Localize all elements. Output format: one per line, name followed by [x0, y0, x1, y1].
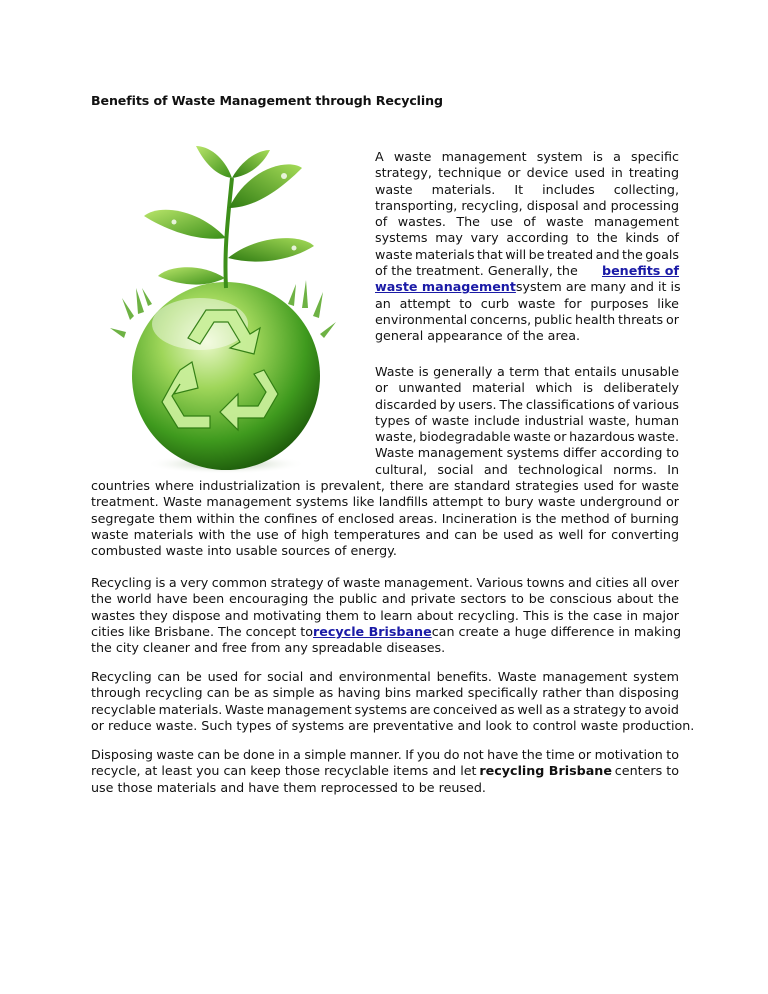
text-line: general appearance of the area.	[375, 328, 581, 344]
text-line: wastes they dispose and motivating them to learn about recycling. This is the case in major	[91, 607, 679, 623]
paragraph-5	[91, 747, 679, 796]
text-line: types of waste include industrial waste, human	[375, 412, 679, 428]
paragraph-1	[375, 149, 679, 345]
text-line: environmental concerns, public health threats or	[375, 311, 679, 327]
text-line: the world have been encouraging the public and private sectors to be conscious about the	[91, 591, 679, 607]
text-line: Waste is generally a term that entails unusable	[375, 364, 679, 379]
text-line: waste, biodegradable waste or hazardous waste.	[375, 429, 680, 445]
text-line: or reduce waste. Such types of systems are preventative and look to control waste production.	[91, 717, 695, 733]
recycle-brisbane-link[interactable]: recycle Brisbane	[313, 623, 432, 639]
text-line: the city cleaner and free from any spreadable diseases.	[91, 640, 446, 656]
text-segment: can create a huge difference in making	[431, 623, 682, 639]
text-line: systems may vary according to the kinds of	[375, 230, 679, 246]
benefits-link-part1[interactable]: benefits of	[602, 263, 679, 279]
text-line: countries where industrialization is prevalent, there are standard strategies used for waste	[91, 478, 679, 493]
text-segment: cities like Brisbane. The concept to	[91, 623, 314, 639]
text-line-with-link	[375, 263, 679, 279]
document-title: Benefits of Waste Management through Recycling	[91, 93, 443, 108]
text-line: A waste management system is a specific	[375, 149, 679, 164]
text-line: or unwanted material which is deliberately	[375, 380, 679, 396]
paragraph-2-column	[375, 364, 679, 478]
paragraph-2-full	[91, 478, 679, 559]
text-line: recyclable materials. Waste management systems are conceived as well as a strategy to avoid	[91, 701, 679, 717]
text-segment: of the treatment. Generally, the	[375, 263, 578, 279]
text-line-with-bold	[91, 763, 679, 779]
recycling-brisbane-bold: recycling Brisbane	[479, 763, 612, 779]
text-line: transporting, recycling, disposal and processing	[375, 197, 679, 213]
text-line: Recycling is a very common strategy of waste management. Various towns and cities all over	[91, 575, 679, 590]
benefits-link-part2[interactable]: waste management	[375, 279, 516, 295]
text-line: waste materials with the use of high temperatures and can be used as well for converting	[91, 526, 679, 542]
text-line: an attempt to curb waste for purposes like	[375, 295, 679, 311]
text-line: Disposing waste can be done in a simple manner. If you do not have the time or motivation to	[91, 747, 679, 762]
text-segment: system are many and it is	[515, 279, 681, 295]
text-line: Recycling can be used for social and environmental benefits. Waste management system	[91, 669, 679, 684]
text-line-with-link	[91, 623, 682, 640]
text-line: treatment. Waste management systems like landfills attempt to bury waste underground or	[91, 494, 679, 510]
text-line: waste materials. It includes collecting,	[375, 181, 679, 197]
text-line: strategy, technique or device used in treating	[375, 165, 679, 181]
text-line: through recycling can be as simple as having bins marked specifically rather than disposing	[91, 685, 679, 701]
text-line-with-link	[375, 279, 679, 295]
paragraph-4	[91, 669, 695, 734]
text-line: Waste management systems differ according to	[375, 445, 680, 461]
text-segment: centers to	[614, 763, 679, 779]
text-line: cultural, social and technological norms. In	[375, 461, 679, 477]
text-line: segregate them within the confines of enclosed areas. Incineration is the method of burning	[91, 510, 679, 526]
text-line: waste materials that will be treated and the goals	[375, 246, 679, 262]
recycle-globe-sprout-icon	[88, 138, 352, 478]
text-line: combusted waste into usable sources of energy.	[91, 543, 397, 559]
text-line: use those materials and have them reprocessed to be reused.	[91, 779, 486, 795]
text-line: discarded by users. The classifications of various	[375, 396, 679, 412]
text-line: of wastes. The use of waste management	[375, 214, 679, 230]
paragraph-3	[91, 575, 682, 656]
text-segment: recycle, at least you can keep those recyclable items and let	[91, 763, 477, 779]
